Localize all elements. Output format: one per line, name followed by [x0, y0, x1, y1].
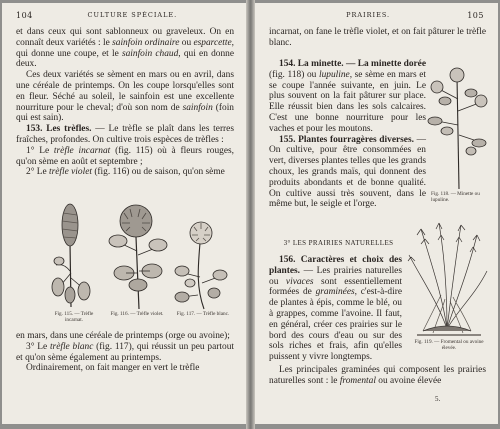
- running-head-right: PRAIRIES.: [346, 11, 391, 19]
- para-minette: 154. La minette. — La minette dorée (fig. 118) ou lupuline, se sème en mars et se coupe l'année suivante, en juin. Le plus souvent on la fait pâturer sur place. Elle réussit bien dans les sols calcaires. C'est une bonne nourriture pour les vaches et pour les moutons.: [269, 59, 427, 134]
- page-number-left: 104: [16, 11, 33, 20]
- caption-fig-116: Fig. 116. — Trèfle violet.: [110, 311, 164, 317]
- para-feeding: Ordinairement, on fait manger en vert le trèfle: [26, 363, 200, 374]
- item-trefle-blanc: 3° Le trèfle blanc (fig. 117), qui réussit un peu partout et qu'on sème également au printemps.: [16, 341, 234, 363]
- page-number-right: 105: [467, 11, 484, 20]
- figure-fromental: [403, 219, 491, 337]
- right-text-prairies: [269, 255, 402, 363]
- right-text-bottom: [269, 365, 486, 387]
- item-trefle-violet: 2° Le trèfle violet (fig. 116) ou de saison, qu'on sème: [26, 167, 225, 178]
- caption-fig-118: Fig. 118. — Minette ou lupuline.: [431, 191, 480, 203]
- book-gutter: [246, 0, 255, 429]
- figure-trefle-blanc: [174, 217, 230, 311]
- running-head-left: CULTURE SPÉCIALE.: [87, 11, 178, 19]
- para-plantes-diverses: 155. Plantes fourragères diverses. — On cultive, pour être consommées en vert, diverses plantes telles que les grands choux, les grands maïs, qui donnent des produits abondants et de bonne qualité. On cultive aussi très souvent, dans le même but, le seigle et l'orge.: [269, 134, 426, 210]
- signature-mark: 5.: [435, 395, 441, 403]
- para-sainfoin-varieties: et dans ceux qui sont sablonneux ou graveleux. On en connaît deux variétés : le sainfoin ordinaire ou esparcette, qui donne une coupe, et le sainfoin chaud, qui en donne deux.: [16, 27, 235, 70]
- right-text-minette: [269, 59, 426, 210]
- para-sainfoin-sowing: Ces deux variétés se sèment en mars ou en avril, dans une céréale de printemps. On les coupe lorsqu'elles sont en fleur. Séché au soleil, le sainfoin est une excellente nourriture pour le cheval; d'où son nom de sainfoin (foin qui est sain).: [16, 70, 234, 124]
- figure-trefle-violet: [106, 201, 168, 311]
- caption-fig-117: Fig. 117. — Trèfle blanc.: [176, 311, 230, 317]
- para-caracteres: 156. Caractères et choix des plantes. — Les prairies naturelles ou vivaces sont essentiellement formées de graminées, c'est-à-dire de plantes à épis, comme le blé, ou à grappes, comme l'avoine. Il faut, en général, créer ces prairies sur le bord des cours d'eau ou sur des sols riches et frais, afin qu'elles puissent y vivre longtemps.: [269, 255, 403, 363]
- para-trefle-violet-cont: en mars, dans une céréale de printemps (orge ou avoine);: [16, 331, 230, 341]
- right-text-top: [269, 27, 486, 49]
- right-running-head: [269, 11, 484, 20]
- para-graminees: Les principales graminées qui composent les prairies naturelles sont : le fromental ou avoine élevée: [269, 365, 486, 386]
- left-text-top: [16, 27, 234, 178]
- item-trefle-incarnat: 1° Le trèfle incarnat (fig. 115) où à fleurs rouges, qu'on sème en août et septembre ;: [16, 145, 234, 167]
- caption-fig-119: Fig. 119. — Fromental ou avoine élevée.: [414, 339, 484, 351]
- caption-fig-115: Fig. 115. — Trèfle incarnat.: [54, 311, 94, 323]
- para-trefle-cont: incarnat, on fane le trèfle violet, et on fait pâturer le trèfle blanc.: [269, 27, 486, 48]
- section-heading: 3° LES PRAIRIES NATURELLES: [283, 239, 394, 247]
- right-page: [255, 3, 498, 424]
- left-running-head: [16, 11, 232, 20]
- para-trefles: 153. Les trèfles. — Le trèfle se plaît dans les terres fraîches, profondes. On cultive trois espèces de trèfles :: [16, 124, 234, 145]
- figure-trefle-incarnat: [46, 203, 98, 309]
- left-text-bottom: [16, 331, 234, 374]
- figure-minette: [427, 63, 489, 191]
- left-page: [2, 3, 246, 424]
